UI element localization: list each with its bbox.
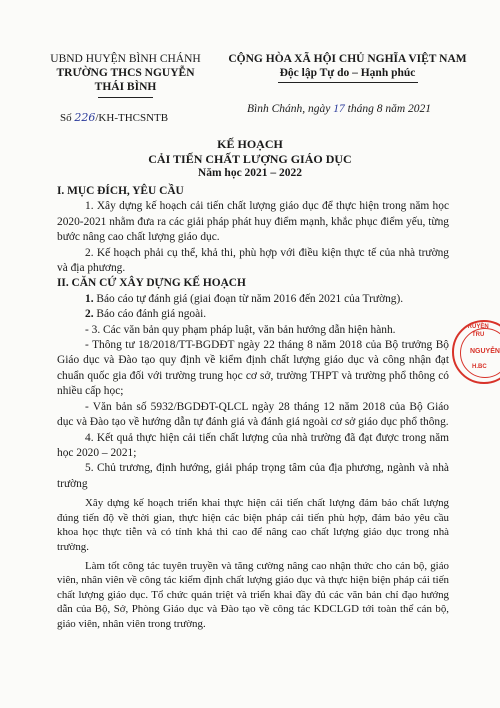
date-suffix: tháng 8 năm 2021 bbox=[347, 103, 431, 115]
issuer-school-line1: TRƯỜNG THCS NGUYỄN bbox=[56, 67, 195, 79]
seal-text-bottom: H.BC bbox=[472, 364, 487, 370]
item-1-number: 1. bbox=[85, 292, 94, 305]
paragraph-implementation: Xây dựng kế hoạch triển khai thực hiện cải tiến chất lượng đảm bảo chất lượng đúng tiến độ về thời gian, thực hiện các biện pháp cải tiến phù hợp, đảm bảo yêu cầu khoa học thực tiễn và có tính khả thi cao để nâng cao chất lượng giáo dục trong nhà trường. bbox=[57, 497, 449, 553]
section-2-item-5: 5. Chủ trương, định hướng, giải pháp trọng tâm của địa phương, ngành và nhà trường bbox=[57, 462, 449, 490]
doc-title-type: KẾ HOẠCH bbox=[217, 137, 283, 151]
issuer-school-line2: THÁI BÌNH bbox=[94, 81, 157, 93]
item-1-text: Báo cáo tự đánh giá (giai đoạn từ năm 2016 đến 2021 của Trường). bbox=[93, 292, 404, 305]
nation-name: CỘNG HÒA XÃ HỘI CHỦ NGHĨA VIỆT NAM bbox=[228, 53, 467, 65]
seal-text-mid: NGUYỄN bbox=[470, 348, 500, 355]
paragraph-communication: Làm tốt công tác tuyên truyền và tăng cường nâng cao nhận thức cho cán bộ, giáo viên, nhân viên về công tác kiểm định chất lượng giáo dục và thực hiện biện pháp cải tiến chất lượng giáo dục. Tổ chức quán triệt và triển khai đầy đủ các văn bản chỉ đạo hướng dẫn của Bộ, Sở, Phòng Giáo dục và Đào tạo về công tác KDCLGD tới toàn thể cán bộ, giáo viên, nhân viên trong trường. bbox=[57, 559, 449, 630]
section-2-document-5932: - Văn bản số 5932/BGDĐT-QLCL ngày 28 tháng 12 năm 2018 của Bộ Giáo dục và Đào tạo về hướng dẫn tự đánh giá và đánh giá ngoài cơ sở giáo dục phổ thông. bbox=[57, 400, 449, 429]
section-1-item-2: 2. Kế hoạch phải cụ thể, khả thi, phù hợp với điều kiện thực tế của nhà trường và địa phương. bbox=[57, 246, 449, 275]
section-2-heading: II. CĂN CỨ XÂY DỰNG KẾ HOẠCH bbox=[57, 277, 246, 290]
section-1-item-1: 1. Xây dựng kế hoạch cải tiến chất lượng giáo dục để thực hiện trong năm học 2020-2021 nhằm đưa ra các giải pháp phát huy điểm mạnh, khắc phục điểm yếu, từng bước nâng cao chất lượng giáo dục. bbox=[57, 200, 449, 244]
section-2-circular-18: - Thông tư 18/2018/TT-BGDĐT ngày 22 tháng 8 năm 2018 của Bộ trưởng Bộ Giáo dục và Đào tạo quy định về kiểm định chất lượng giáo dục và công nhận đạt chuẩn quốc gia đối với trường trung học cơ sở, trường THPT và trường phổ thông có nhiều cấp học; bbox=[57, 339, 449, 398]
doc-number-handwritten: 226 bbox=[74, 111, 96, 124]
date-day-handwritten: 17 bbox=[333, 103, 345, 115]
national-motto: Độc lập Tự do – Hạnh phúc bbox=[279, 67, 416, 79]
seal-text-left: TRU bbox=[472, 332, 485, 338]
issuer-underline bbox=[98, 97, 153, 98]
doc-school-year: Năm học 2021 – 2022 bbox=[197, 167, 303, 179]
issuer-block bbox=[38, 52, 213, 98]
seal-text-top: TRUYỀN bbox=[464, 324, 489, 330]
national-heading bbox=[225, 52, 470, 83]
document-number bbox=[60, 111, 168, 124]
section-1-heading: I. MỤC ĐÍCH, YÊU CẦU bbox=[57, 185, 184, 197]
doc-number-suffix: /KH-THCSNTB bbox=[95, 112, 169, 124]
document-body bbox=[57, 184, 449, 631]
issuer-org: UBND HUYỆN BÌNH CHÁNH bbox=[50, 53, 201, 65]
item-2-number: 2. bbox=[85, 308, 94, 321]
date-prefix: Bình Chánh, ngày bbox=[247, 103, 331, 115]
section-2-item-1 bbox=[57, 292, 449, 307]
section-2-item-4: 4. Kết quả thực hiện cải tiến chất lượng của nhà trường đã đạt được trong năm học 2020 – 2021; bbox=[57, 431, 449, 459]
doc-title: CẢI TIẾN CHẤT LƯỢNG GIÁO DỤC bbox=[148, 152, 352, 166]
section-2-item-2 bbox=[57, 307, 449, 322]
motto-underline bbox=[278, 82, 418, 83]
doc-number-prefix: Số bbox=[60, 112, 72, 124]
place-date bbox=[247, 103, 467, 115]
section-2-item-3: - 3. Các văn bản quy phạm pháp luật, văn bản hướng dẫn hiện hành. bbox=[85, 323, 396, 336]
school-seal-stamp bbox=[452, 320, 500, 384]
item-2-text: Báo cáo đánh giá ngoài. bbox=[93, 308, 207, 321]
